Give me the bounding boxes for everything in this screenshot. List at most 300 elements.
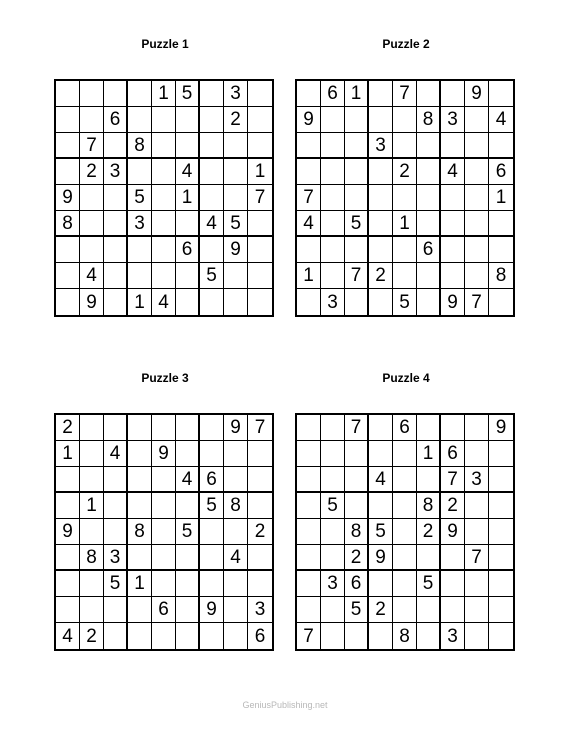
sudoku-cell [297,81,321,107]
sudoku-cell: 4 [80,263,104,289]
sudoku-cell [297,597,321,623]
sudoku-cell [224,571,248,597]
sudoku-cell: 9 [441,289,465,315]
sudoku-cell [152,211,176,237]
sudoku-cell: 2 [80,159,104,185]
sudoku-cell: 4 [297,211,321,237]
sudoku-cell: 6 [441,441,465,467]
sudoku-cell [128,159,152,185]
sudoku-cell [80,211,104,237]
sudoku-cell [248,81,272,107]
sudoku-cell [297,519,321,545]
sudoku-cell [393,107,417,133]
sudoku-cell [465,623,489,649]
sudoku-cell: 5 [104,571,128,597]
sudoku-cell [489,493,513,519]
sudoku-cell: 1 [417,441,441,467]
sudoku-cell [248,467,272,493]
sudoku-cell [248,107,272,133]
sudoku-cell: 3 [321,289,345,315]
sudoku-cell: 5 [393,289,417,315]
sudoku-cell [369,159,393,185]
sudoku-cell [248,263,272,289]
sudoku-cell [176,571,200,597]
sudoku-cell [224,467,248,493]
puzzle-4 [295,368,517,651]
sudoku-cell [393,493,417,519]
sudoku-cell [224,519,248,545]
sudoku-cell [248,133,272,159]
sudoku-cell [200,107,224,133]
sudoku-cell [152,185,176,211]
sudoku-cell: 2 [369,597,393,623]
puzzle-title: Puzzle 4 [382,371,430,385]
sudoku-cell: 3 [441,107,465,133]
sudoku-cell [465,133,489,159]
sudoku-cell [248,237,272,263]
sudoku-cell [321,133,345,159]
sudoku-cell [128,263,152,289]
sudoku-cell [393,441,417,467]
sudoku-cell: 1 [128,571,152,597]
puzzle-3 [54,368,276,651]
sudoku-cell [176,263,200,289]
sudoku-cell [200,81,224,107]
sudoku-cell [393,597,417,623]
sudoku-cell [104,623,128,649]
sudoku-cell [104,493,128,519]
sudoku-cell: 8 [345,519,369,545]
sudoku-cell [321,185,345,211]
sudoku-cell: 6 [254,625,266,647]
sudoku-cell [489,289,513,315]
sudoku-cell [369,81,393,107]
sudoku-cell [200,623,224,649]
sudoku-cell: 6 [417,237,441,263]
sudoku-cell [441,133,465,159]
sudoku-cell: 1 [128,289,152,315]
sudoku-cell [200,545,224,571]
sudoku-cell: 7 [80,133,104,159]
sudoku-cell [200,441,224,467]
sudoku-cell [345,467,369,493]
sudoku-cell: 5 [369,519,393,545]
sudoku-cell: 6 [489,159,513,185]
sudoku-cell: 9 [56,519,80,545]
sudoku-cell: 5 [345,211,369,237]
sudoku-cell: 8 [80,545,104,571]
sudoku-cell [297,571,321,597]
sudoku-cell [80,107,104,133]
sudoku-cell: 5 [176,81,200,107]
sudoku-cell: 9 [152,441,176,467]
sudoku-cell [128,623,152,649]
sudoku-cell: 7 [248,185,272,211]
sudoku-cell: 5 [224,211,248,237]
sudoku-cell [152,237,176,263]
sudoku-cell: 6 [345,571,369,597]
sudoku-cell [441,81,465,107]
sudoku-cell [393,263,417,289]
sudoku-cell [417,289,441,315]
sudoku-cell [465,597,489,623]
sudoku-cell [56,237,80,263]
sudoku-grid [295,79,515,317]
sudoku-cell: 3 [441,623,465,649]
sudoku-cell [393,185,417,211]
sudoku-cell [369,107,393,133]
sudoku-cell [393,133,417,159]
sudoku-cell [152,107,176,133]
sudoku-cell: 6 [104,107,128,133]
sudoku-cell [176,107,200,133]
sudoku-cell [176,623,200,649]
sudoku-cell [176,545,200,571]
sudoku-cell: 3 [369,133,393,159]
sudoku-cell [152,519,176,545]
sudoku-cell [489,441,513,467]
sudoku-cell: 4 [176,467,200,493]
sudoku-cell [176,597,200,623]
sudoku-cell [465,415,489,441]
sudoku-cell [393,545,417,571]
sudoku-cell [200,571,224,597]
sudoku-cell [345,133,369,159]
sudoku-cell [465,493,489,519]
sudoku-cell [417,597,441,623]
sudoku-cell: 1 [393,211,417,237]
sudoku-cell: 9 [200,597,224,623]
sudoku-cell: 9 [56,185,80,211]
sudoku-cell: 2 [369,263,393,289]
sudoku-cell [465,211,489,237]
sudoku-cell [465,107,489,133]
sudoku-cell [465,263,489,289]
sudoku-cell [369,237,393,263]
sudoku-cell [104,467,128,493]
sudoku-cell [417,159,441,185]
sudoku-cell: 3 [104,159,128,185]
sudoku-cell: 8 [128,519,152,545]
sudoku-cell: 6 [152,597,176,623]
sudoku-cell: 4 [224,545,248,571]
sudoku-cell [56,133,80,159]
sudoku-cell: 7 [393,81,417,107]
sudoku-cell: 8 [393,623,417,649]
sudoku-cell [297,441,321,467]
sudoku-cell: 3 [321,571,345,597]
sudoku-cell [224,185,248,211]
sudoku-cell [441,211,465,237]
sudoku-cell [224,623,248,649]
sudoku-cell: 9 [489,415,513,441]
sudoku-cell [321,159,345,185]
sudoku-cell [56,467,80,493]
sudoku-cell [128,467,152,493]
sudoku-cell [152,263,176,289]
sudoku-cell: 1 [56,441,80,467]
sudoku-cell: 7 [345,263,369,289]
sudoku-cell [417,81,441,107]
sudoku-cell: 1 [176,185,200,211]
sudoku-cell [176,211,200,237]
sudoku-cell [224,263,248,289]
puzzle-1 [54,34,276,317]
sudoku-cell [417,133,441,159]
sudoku-cell: 5 [345,597,369,623]
sudoku-cell [248,289,272,315]
sudoku-cell: 8 [417,107,441,133]
sudoku-cell [417,211,441,237]
sudoku-cell [489,81,513,107]
sudoku-cell [152,545,176,571]
sudoku-cell [369,623,393,649]
sudoku-cell [80,441,104,467]
sudoku-grid [295,413,515,651]
sudoku-cell [152,493,176,519]
sudoku-cell [200,415,224,441]
sudoku-cell [441,263,465,289]
sudoku-cell [441,571,465,597]
sudoku-cell [152,467,176,493]
sudoku-cell [104,211,128,237]
sudoku-cell [224,441,248,467]
sudoku-cell [80,237,104,263]
sudoku-cell [200,289,224,315]
sudoku-cell: 1 [80,493,104,519]
sudoku-cell [248,441,272,467]
sudoku-cell [56,107,80,133]
sudoku-cell [56,81,80,107]
sudoku-cell: 4 [152,289,176,315]
sudoku-cell [248,493,272,519]
sudoku-cell [200,159,224,185]
sudoku-cell [152,415,176,441]
sudoku-cell [200,133,224,159]
sudoku-cell: 8 [224,493,248,519]
sudoku-cell [369,571,393,597]
sudoku-cell [176,493,200,519]
sudoku-cell: 1 [489,185,513,211]
sudoku-cell [345,441,369,467]
sudoku-cell [321,545,345,571]
sudoku-cell [297,159,321,185]
sudoku-cell [417,467,441,493]
puzzle-title: Puzzle 1 [141,37,189,51]
sudoku-cell [200,185,224,211]
sudoku-cell [345,107,369,133]
sudoku-cell [489,211,513,237]
sudoku-grid [54,413,274,651]
sudoku-cell [176,289,200,315]
sudoku-cell [128,597,152,623]
sudoku-cell: 2 [417,519,441,545]
sudoku-cell [200,237,224,263]
sudoku-cell: 2 [393,159,417,185]
sudoku-cell: 7 [297,623,321,649]
sudoku-cell: 2 [224,107,248,133]
sudoku-cell [104,519,128,545]
sudoku-cell: 1 [345,81,369,107]
sudoku-cell: 4 [489,107,513,133]
sudoku-cell: 3 [128,211,152,237]
sudoku-cell: 6 [393,415,417,441]
sudoku-cell [297,545,321,571]
sudoku-cell [176,415,200,441]
sudoku-cell: 6 [321,81,345,107]
sudoku-cell [369,289,393,315]
sudoku-cell [128,545,152,571]
sudoku-cell [489,467,513,493]
sudoku-cell: 4 [104,441,128,467]
sudoku-cell [152,133,176,159]
sudoku-cell [417,415,441,441]
sudoku-cell: 2 [80,623,104,649]
sudoku-cell [297,415,321,441]
sudoku-cell [56,571,80,597]
sudoku-cell [152,159,176,185]
sudoku-cell [489,133,513,159]
sudoku-cell: 7 [465,545,489,571]
sudoku-cell [441,415,465,441]
sudoku-cell [369,441,393,467]
sudoku-cell: 2 [441,493,465,519]
sudoku-cell [321,211,345,237]
sudoku-cell: 4 [369,467,393,493]
sudoku-cell [465,571,489,597]
sudoku-cell [417,623,441,649]
sudoku-cell [56,493,80,519]
sudoku-cell [321,597,345,623]
sudoku-cell [465,237,489,263]
sudoku-cell [248,211,272,237]
sudoku-cell [128,441,152,467]
sudoku-cell [345,289,369,315]
sudoku-cell [465,185,489,211]
sudoku-cell [321,263,345,289]
sudoku-cell [80,519,104,545]
sudoku-cell: 1 [297,263,321,289]
sudoku-cell [80,185,104,211]
sudoku-cell: 8 [128,133,152,159]
footer-credit: GeniusPublishing.net [242,700,328,710]
sudoku-cell [128,493,152,519]
sudoku-cell: 9 [441,519,465,545]
sudoku-cell: 9 [224,237,248,263]
sudoku-cell [297,133,321,159]
sudoku-cell: 5 [176,519,200,545]
sudoku-cell [80,415,104,441]
sudoku-cell: 3 [224,81,248,107]
sudoku-cell [224,133,248,159]
sudoku-cell: 2 [248,519,272,545]
sudoku-cell [128,415,152,441]
sudoku-cell: 2 [345,545,369,571]
sudoku-cell [248,545,272,571]
sudoku-grid [54,79,274,317]
sudoku-cell [56,545,80,571]
sudoku-cell [321,441,345,467]
sudoku-cell [465,519,489,545]
sudoku-cell [104,289,128,315]
sudoku-cell [417,263,441,289]
sudoku-cell [248,571,272,597]
sudoku-cell [393,467,417,493]
sudoku-cell [321,415,345,441]
sudoku-cell [224,289,248,315]
sudoku-cell: 3 [465,467,489,493]
sudoku-cell: 7 [465,289,489,315]
sudoku-cell: 8 [56,211,80,237]
sudoku-cell [128,81,152,107]
sudoku-cell: 6 [176,237,200,263]
sudoku-cell: 1 [248,159,272,185]
sudoku-cell [80,467,104,493]
sudoku-cell: 7 [297,185,321,211]
sudoku-cell [465,441,489,467]
sudoku-cell [128,237,152,263]
sudoku-cell [297,467,321,493]
puzzle-title: Puzzle 3 [141,371,189,385]
sudoku-cell [393,237,417,263]
sudoku-cell [489,237,513,263]
sudoku-cell [321,519,345,545]
sudoku-cell [441,597,465,623]
sudoku-cell [104,81,128,107]
sudoku-cell [80,597,104,623]
sudoku-cell [56,597,80,623]
sudoku-cell [441,237,465,263]
sudoku-cell [321,237,345,263]
sudoku-cell [489,623,513,649]
sudoku-cell [321,467,345,493]
sudoku-cell: 3 [248,597,272,623]
sudoku-cell [417,185,441,211]
sudoku-cell [80,81,104,107]
sudoku-cell: 5 [200,493,224,519]
sudoku-cell [345,623,369,649]
sudoku-cell: 5 [417,571,441,597]
sudoku-cell: 7 [441,467,465,493]
sudoku-cell [465,159,489,185]
sudoku-cell: 2 [56,415,80,441]
sudoku-cell [489,597,513,623]
sudoku-cell: 9 [465,81,489,107]
sudoku-cell: 5 [321,493,345,519]
sudoku-cell [393,571,417,597]
sudoku-cell: 3 [104,545,128,571]
sudoku-cell [176,133,200,159]
sudoku-cell: 6 [200,467,224,493]
sudoku-cell [56,159,80,185]
sudoku-cell [56,263,80,289]
sudoku-cell [489,545,513,571]
sudoku-cell: 4 [176,159,200,185]
sudoku-cell: 9 [80,289,104,315]
sudoku-cell [321,623,345,649]
sudoku-cell: 5 [200,263,224,289]
sudoku-cell [345,493,369,519]
sudoku-cell [104,237,128,263]
puzzle-title: Puzzle 2 [382,37,430,51]
sudoku-cell [128,107,152,133]
sudoku-cell: 1 [152,81,176,107]
sudoku-cell [297,289,321,315]
sudoku-cell [297,237,321,263]
sudoku-cell [489,519,513,545]
sudoku-cell [104,597,128,623]
sudoku-cell: 9 [369,545,393,571]
